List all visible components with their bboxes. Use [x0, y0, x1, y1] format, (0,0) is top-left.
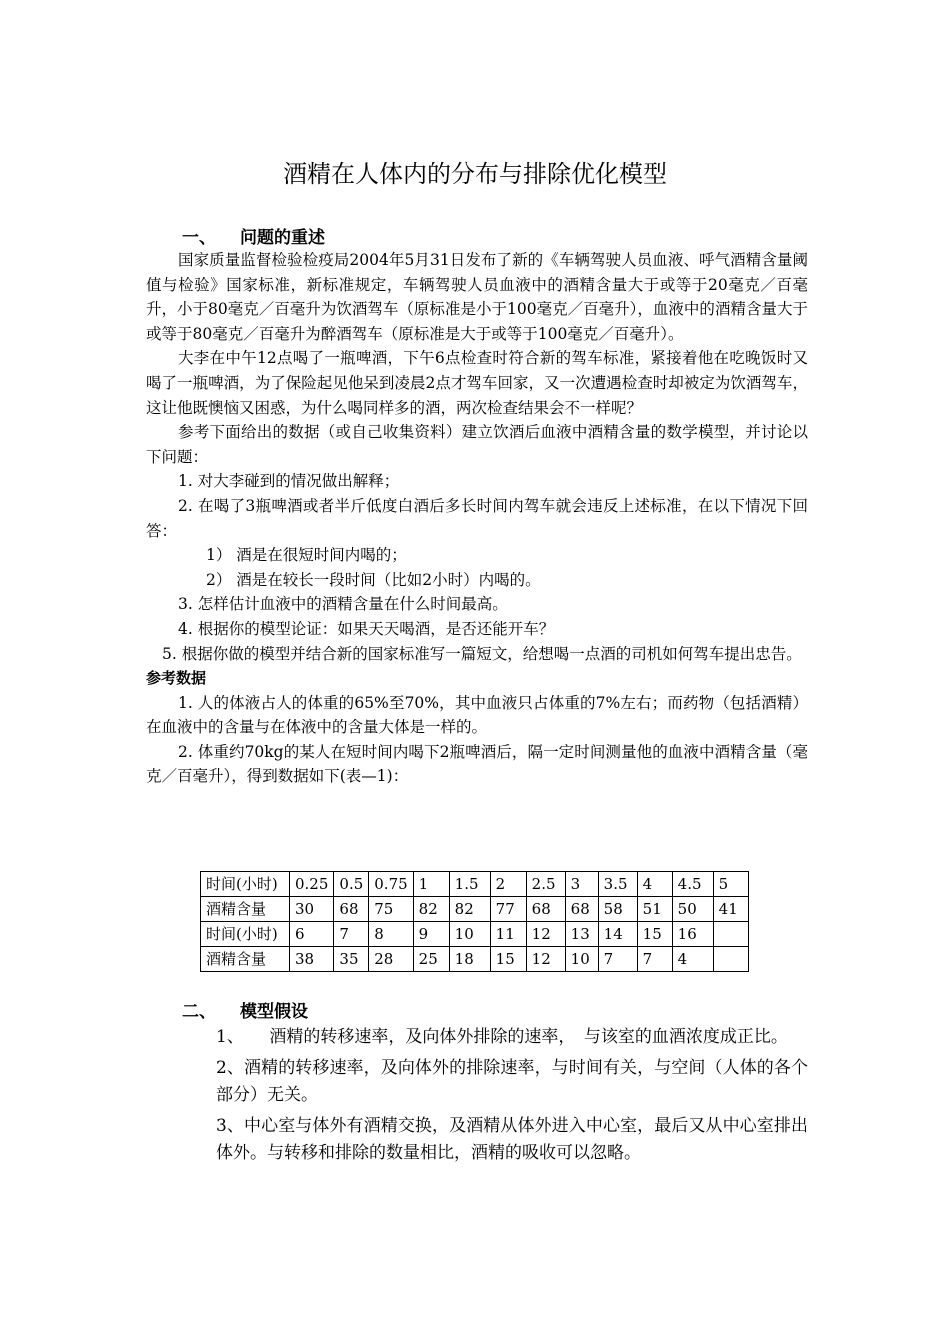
table-cell: 8 — [369, 922, 413, 947]
table-cell: 82 — [449, 897, 490, 922]
table-cell: 6 — [290, 922, 334, 947]
section-heading-2 — [182, 1000, 308, 1024]
table-cell: 酒精含量 — [201, 897, 290, 922]
assumption-item: 3、中心室与体外有酒精交换，及酒精从体外进入中心室，最后又从中心室排出体外。与转移和排除的数量相比，酒精的吸收可以忽略。 — [216, 1116, 808, 1163]
table-cell: 25 — [413, 947, 449, 972]
table-cell: 1.5 — [449, 872, 490, 897]
table-cell: 16 — [672, 922, 713, 947]
table-cell: 0.25 — [290, 872, 334, 897]
table-cell: 82 — [413, 897, 449, 922]
table-cell: 35 — [334, 947, 369, 972]
table-cell: 75 — [369, 897, 413, 922]
table-cell: 11 — [490, 922, 526, 947]
table-cell: 12 — [526, 947, 565, 972]
question-item: 1. 对大李碰到的情况做出解释； — [178, 472, 400, 491]
table-cell: 68 — [565, 897, 598, 922]
table-cell: 68 — [334, 897, 369, 922]
section-title: 问题的重述 — [240, 228, 325, 248]
table-row — [201, 947, 749, 972]
table-cell: 0.75 — [369, 872, 413, 897]
table-row — [201, 872, 749, 897]
reference-item: 2. 体重约70kg的某人在短时间内喝下2瓶啤酒后，隔一定时间测量他的血液中酒精含量（毫克／百毫升），得到数据如下(表—1)： — [146, 742, 808, 786]
section-number: 二、 — [182, 1002, 216, 1022]
table-cell: 2.5 — [526, 872, 565, 897]
section-heading-1 — [182, 226, 325, 250]
table-cell: 4.5 — [672, 872, 713, 897]
assumption-item: 2、酒精的转移速率，及向体外的排除速率，与时间有关，与空间（人体的各个部分）无关。 — [216, 1058, 808, 1105]
table-cell: 4 — [672, 947, 713, 972]
assumptions-list — [216, 1024, 808, 1171]
table-cell: 7 — [637, 947, 672, 972]
table-cell: 时间(小时) — [201, 872, 290, 897]
paragraph: 大李在中午12点喝了一瓶啤酒，下午6点检查时符合新的驾车标准，紧接着他在吃晚饭时又喝了一瓶啤酒，为了保险起见他呆到凌晨2点才驾车回家，又一次遭遇检查时却被定为饮酒驾车，这让他既懊恼又困惑，为什么喝同样多的酒，两次检查结果会不一样呢？ — [146, 349, 808, 417]
table-cell: 7 — [334, 922, 369, 947]
question-item: 2. 在喝了3瓶啤酒或者半斤低度白酒后多长时间内驾车就会违反上述标准，在以下情况下回答： — [146, 496, 808, 540]
sub-item: 2） 酒是在较长一段时间（比如2小时）内喝的。 — [206, 570, 541, 589]
table-cell: 15 — [637, 922, 672, 947]
table-cell: 3.5 — [598, 872, 637, 897]
data-table — [200, 871, 749, 972]
table-cell: 38 — [290, 947, 334, 972]
table-cell: 58 — [598, 897, 637, 922]
table-cell: 30 — [290, 897, 334, 922]
table-cell — [713, 947, 748, 972]
question-item: 3. 怎样估计血液中的酒精含量在什么时间最高。 — [178, 595, 508, 614]
question-item: 5. 根据你做的模型并结合新的国家标准写一篇短文，给想喝一点酒的司机如何驾车提出忠告。 — [162, 644, 802, 663]
paragraph: 国家质量监督检验检疫局2004年5月31日发布了新的《车辆驾驶人员血液、呼气酒精含量阈值与检验》国家标准，新标准规定，车辆驾驶人员血液中的酒精含量大于或等于20毫克／百毫升，小于80毫克／百毫升为饮酒驾车（原标准是小于100毫克／百毫升），血液中的酒精含量大于或等于80毫克／百毫升为醉酒驾车（原标准是大于或等于100毫克／百毫升）。 — [146, 251, 808, 343]
table-cell: 1 — [413, 872, 449, 897]
table-cell: 10 — [565, 947, 598, 972]
table-cell: 12 — [526, 922, 565, 947]
table-cell: 51 — [637, 897, 672, 922]
table-cell: 5 — [713, 872, 748, 897]
question-item: 4. 根据你的模型论证：如果天天喝酒，是否还能开车？ — [178, 619, 555, 638]
table-cell: 时间(小时) — [201, 922, 290, 947]
table-cell: 酒精含量 — [201, 947, 290, 972]
table-cell: 77 — [490, 897, 526, 922]
sub-item: 1） 酒是在很短时间内喝的； — [206, 546, 407, 565]
assumption-item: 1、 酒精的转移速率，及向体外排除的速率， 与该室的血酒浓度成正比。 — [216, 1027, 788, 1047]
table-cell: 41 — [713, 897, 748, 922]
table-cell: 18 — [449, 947, 490, 972]
table-cell: 10 — [449, 922, 490, 947]
table-cell: 13 — [565, 922, 598, 947]
document-title: 酒精在人体内的分布与排除优化模型 — [283, 160, 667, 188]
table-row — [201, 897, 749, 922]
table-cell — [713, 922, 748, 947]
table-cell: 2 — [490, 872, 526, 897]
table-cell: 15 — [490, 947, 526, 972]
problem-statement — [146, 248, 808, 789]
table-cell: 0.5 — [334, 872, 369, 897]
reference-item: 1. 人的体液占人的体重的65%至70%，其中血液只占体重的7%左右；而药物（包括酒精）在血液中的含量与在体液中的含量大体是一样的。 — [146, 693, 808, 737]
table-cell: 9 — [413, 922, 449, 947]
section-title: 模型假设 — [240, 1002, 308, 1022]
table-cell: 7 — [598, 947, 637, 972]
reference-heading: 参考数据 — [146, 669, 207, 688]
table-cell: 4 — [637, 872, 672, 897]
table-cell: 28 — [369, 947, 413, 972]
table-cell: 3 — [565, 872, 598, 897]
table-cell: 50 — [672, 897, 713, 922]
section-number: 一、 — [182, 228, 216, 248]
table-cell: 14 — [598, 922, 637, 947]
table-row — [201, 922, 749, 947]
paragraph: 参考下面给出的数据（或自己收集资料）建立饮酒后血液中酒精含量的数学模型，并讨论以下问题： — [146, 423, 808, 466]
table-cell: 68 — [526, 897, 565, 922]
